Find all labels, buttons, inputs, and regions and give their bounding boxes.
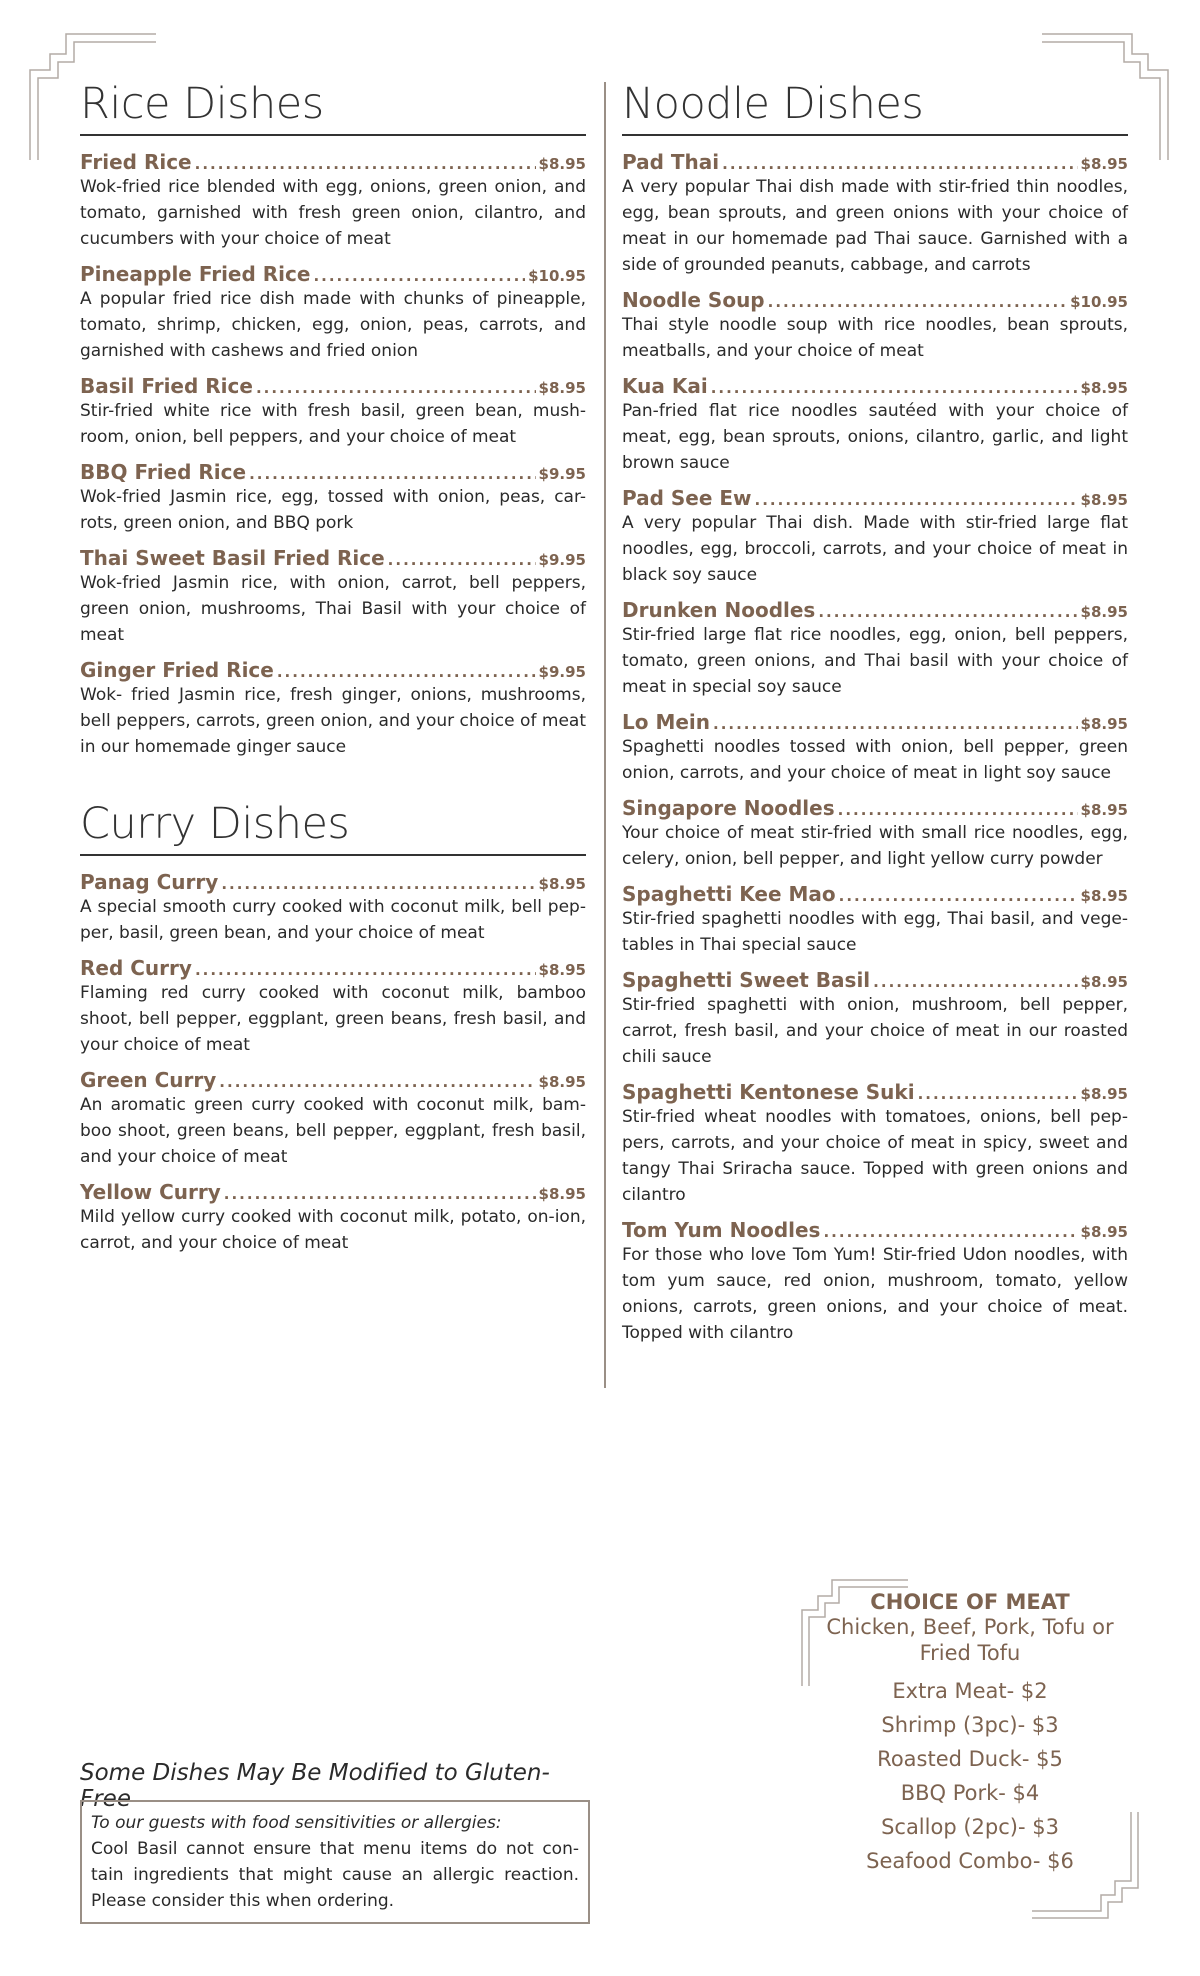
item-name: Noodle Soup [622,288,765,312]
dot-leader [873,973,1077,991]
item-name: Basil Fried Rice [80,374,253,398]
menu-item [622,598,1128,700]
item-price: $8.95 [538,961,586,979]
item-name: Spaghetti Kentonese Suki [622,1080,915,1104]
menu-item [622,1218,1128,1346]
noodle-item-list [622,150,1128,1346]
item-name: Yellow Curry [80,1180,221,1204]
menu-item [80,870,586,946]
item-name: Green Curry [80,1068,217,1092]
menu-item [622,288,1128,364]
item-description: Pan-fried flat rice noodles sautéed with your choice of meat, egg, bean sprouts, onions, cilantro, garlic, and light brown sauce [622,401,1128,473]
item-description: Stir-fried wheat noodles with tomatoes, onions, bell pep-pers, carrots, and your choice of meat in spicy, sweet and tangy Thai Sriracha sauce. Topped with green onions and cilantro [622,1107,1128,1205]
extra-option: Shrimp (3pc)- $3 [881,1713,1059,1737]
dot-leader [195,961,536,979]
item-name: BBQ Fried Rice [80,460,247,484]
extra-option: Seafood Combo- $6 [866,1849,1074,1873]
dot-leader [195,155,536,173]
item-price: $8.95 [1080,801,1128,819]
dot-leader [918,1085,1078,1103]
item-description: A popular fried rice dish made with chunks of pineapple, tomato, shrimp, chicken, egg, onion, peas, carrots, and garnished with cashews and fried onion [80,289,586,361]
item-description: Wok-fried rice blended with egg, onions, green onion, and tomato, garnished with fresh green onion, cilantro, and cucumbers with your choice of meat [80,177,586,249]
item-description: Stir-fried white rice with fresh basil, green bean, mush-room, onion, bell peppers, and your choice of meat [80,401,586,447]
dot-leader [713,715,1078,733]
menu-item [622,882,1128,958]
choice-of-meat-panel [810,1590,1130,1878]
menu-item [622,486,1128,588]
allergy-title: To our guests with food sensitivities or allergies: [91,1813,502,1833]
item-description: Spaghetti noodles tossed with onion, bell pepper, green onion, carrots, and your choice of meat in light soy sauce [622,737,1128,783]
item-price: $8.95 [1080,491,1128,509]
item-description: Stir-fried spaghetti with onion, mushroom, bell pepper, carrot, fresh basil, and your choice of meat in our roasted chili sauce [622,995,1128,1067]
dot-leader [711,379,1078,397]
item-price: $9.95 [538,663,586,681]
extra-option: BBQ Pork- $4 [900,1781,1040,1805]
allergy-notice [80,1800,590,1924]
dot-leader [249,465,535,483]
menu-item [622,710,1128,786]
menu-item [622,150,1128,278]
section-title-rice: Rice Dishes [80,78,586,136]
menu-item [80,546,586,648]
dot-leader [818,603,1077,621]
right-column [622,78,1128,1356]
dot-leader [722,155,1077,173]
item-description: Wok- fried Jasmin rice, fresh ginger, onions, mushrooms, bell peppers, carrots, green onion, and your choice of meat in our homemade ginger sauce [80,685,586,757]
item-price: $8.95 [538,875,586,893]
curry-item-list [80,870,586,1256]
dot-leader [256,379,536,397]
left-column [80,78,586,1266]
menu-item [80,1180,586,1256]
item-price: $8.95 [1080,155,1128,173]
dot-leader [224,1185,536,1203]
item-description: Wok-fried Jasmin rice, egg, tossed with onion, peas, car-rots, green onion, and BBQ pork [80,487,586,533]
section-title-curry: Curry Dishes [80,798,586,856]
item-description: Wok-fried Jasmin rice, with onion, carrot, bell peppers, green onion, mushrooms, Thai Basil with your choice of meat [80,573,586,645]
menu-item [80,658,586,760]
dot-leader [388,551,536,569]
item-price: $8.95 [1080,973,1128,991]
item-name: Fried Rice [80,150,192,174]
dot-leader [221,875,535,893]
menu-item [80,956,586,1058]
item-price: $8.95 [538,1073,586,1091]
item-price: $8.95 [538,155,586,173]
section-title-noodle: Noodle Dishes [622,78,1128,136]
item-description: A special smooth curry cooked with coconut milk, bell pep-per, basil, green bean, and your choice of meat [80,897,586,943]
item-name: Kua Kai [622,374,708,398]
menu-item [80,150,586,252]
item-name: Thai Sweet Basil Fried Rice [80,546,385,570]
item-price: $9.95 [538,551,586,569]
item-name: Pad See Ew [622,486,752,510]
item-price: $8.95 [538,379,586,397]
item-price: $8.95 [1080,379,1128,397]
item-price: $8.95 [1080,887,1128,905]
menu-item [622,374,1128,476]
item-name: Spaghetti Sweet Basil [622,968,871,992]
item-description: An aromatic green curry cooked with coconut milk, bam-boo shoot, green beans, bell pepper, eggplant, fresh basil, and your choice of meat [80,1095,586,1167]
menu-item [80,1068,586,1170]
item-price: $8.95 [1080,1223,1128,1241]
item-name: Ginger Fried Rice [80,658,274,682]
item-name: Tom Yum Noodles [622,1218,821,1242]
item-description: A very popular Thai dish made with stir-fried thin noodles, egg, bean sprouts, and green onions with your choice of meat in our homemade pad Thai sauce. Garnished with a side of grounded peanuts, cabbage, and carrots [622,177,1128,275]
item-description: Thai style noodle soup with rice noodles, bean sprouts, meatballs, and your choice of meat [622,315,1128,361]
item-description: Mild yellow curry cooked with coconut milk, potato, on-ion, carrot, and your choice of meat [80,1207,586,1253]
item-description: Your choice of meat stir-fried with small rice noodles, egg, celery, onion, bell pepper, and light yellow curry powder [622,823,1128,869]
dot-leader [838,801,1078,819]
item-description: For those who love Tom Yum! Stir-fried Udon noodles, with tom yum sauce, red onion, mushroom, tomato, yellow onions, carrots, green onions, and your choice of meat. Topped with cilantro [622,1245,1128,1343]
meat-title: CHOICE OF MEAT [870,1590,1070,1614]
dot-leader [768,293,1067,311]
item-price: $9.95 [538,465,586,483]
item-description: Stir-fried spaghetti noodles with egg, Thai basil, and vege-tables in Thai special sauce [622,909,1128,955]
item-name: Singapore Noodles [622,796,835,820]
dot-leader [277,663,536,681]
menu-item [80,460,586,536]
item-name: Spaghetti Kee Mao [622,882,836,906]
rice-item-list [80,150,586,760]
item-name: Red Curry [80,956,192,980]
dot-leader [219,1073,535,1091]
item-name: Panag Curry [80,870,219,894]
extra-option: Extra Meat- $2 [892,1679,1048,1703]
item-name: Drunken Noodles [622,598,816,622]
column-divider [604,82,606,1388]
menu-item [622,968,1128,1070]
dot-leader [755,491,1078,509]
item-description: A very popular Thai dish. Made with stir-fried large flat noodles, egg, broccoli, carrots, and your choice of meat in black soy sauce [622,513,1128,585]
item-price: $8.95 [1080,715,1128,733]
item-price: $10.95 [528,267,586,285]
menu-item [80,262,586,364]
item-price: $8.95 [1080,603,1128,621]
item-price: $8.95 [1080,1085,1128,1103]
item-description: Stir-fried large flat rice noodles, egg, onion, bell peppers, tomato, green onions, and Thai basil with your choice of meat in special soy sauce [622,625,1128,697]
dot-leader [839,887,1078,905]
dot-leader [313,267,525,285]
item-price: $8.95 [538,1185,586,1203]
item-name: Pad Thai [622,150,720,174]
item-name: Pineapple Fried Rice [80,262,311,286]
meat-options: Chicken, Beef, Pork, Tofu or Fried Tofu [826,1615,1114,1665]
menu-item [80,374,586,450]
allergy-text: Cool Basil cannot ensure that menu items do not con-tain ingredients that might cause an allergic reaction. Please consider this when ordering. [91,1839,579,1911]
menu-item [622,1080,1128,1208]
rice-dishes-section [80,78,586,760]
gluten-free-note: Some Dishes May Be Modified to Gluten-Free [80,1760,550,1812]
menu-item [622,796,1128,872]
extra-option: Scallop (2pc)- $3 [881,1815,1059,1839]
curry-dishes-section [80,798,586,1256]
item-name: Lo Mein [622,710,711,734]
extra-option: Roasted Duck- $5 [877,1747,1063,1771]
noodle-dishes-section [622,78,1128,1346]
item-description: Flaming red curry cooked with coconut milk, bamboo shoot, bell pepper, eggplant, green beans, fresh basil, and your choice of meat [80,983,586,1055]
dot-leader [823,1223,1077,1241]
item-price: $10.95 [1070,293,1128,311]
